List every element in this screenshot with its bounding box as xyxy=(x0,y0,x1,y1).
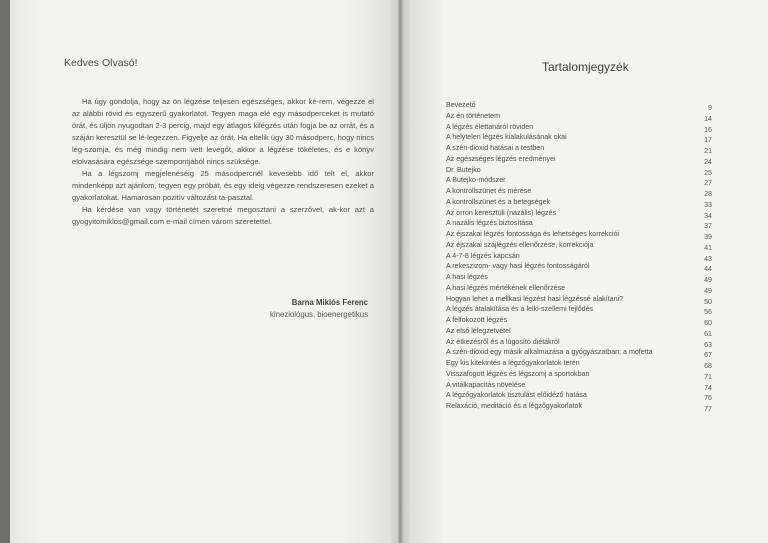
toc-entry-page: 21 xyxy=(704,147,712,155)
toc-entry xyxy=(446,304,712,315)
toc-entry xyxy=(446,369,712,380)
toc-entry-page: 34 xyxy=(704,211,712,220)
toc-entry-page: 56 xyxy=(704,308,712,317)
toc-entry xyxy=(446,251,712,262)
toc-title: Tartalomjegyzék xyxy=(542,60,629,74)
table-of-contents xyxy=(446,100,712,412)
toc-entry-page: 74 xyxy=(704,383,712,392)
toc-entry-page: 76 xyxy=(704,394,712,403)
toc-entry-title: A Butejko-módszer xyxy=(446,176,506,185)
toc-entry xyxy=(446,186,712,197)
toc-entry xyxy=(446,197,712,208)
letter-paragraph: Ha kérdése van vagy történetét szeretné megosztani a szerzővel, ak-kor azt a gyogyitomiklos@gmail.com e-mail címen várom szeretettel. xyxy=(72,205,374,226)
toc-entry-title: A 4-7-8 légzés kapcsán xyxy=(446,251,520,260)
toc-entry-page: 9 xyxy=(708,104,712,112)
toc-entry-page: 41 xyxy=(704,243,712,252)
toc-entry xyxy=(446,358,712,369)
toc-entry-title: A rekeszizom- vagy hasi légzés fontosságáról xyxy=(446,262,590,271)
toc-entry-title: A helytelen légzés kialakulásának okai xyxy=(446,133,567,142)
letter-body xyxy=(72,96,374,228)
toc-entry xyxy=(446,154,712,165)
toc-entry-title: A hasi légzés xyxy=(446,273,488,281)
toc-entry-page: 37 xyxy=(704,222,712,231)
toc-entry xyxy=(446,100,712,111)
author-role: kineziológus, bioenergetikus xyxy=(270,310,368,319)
toc-entry xyxy=(446,175,712,186)
toc-entry-page: 63 xyxy=(704,340,712,349)
toc-entry-page: 14 xyxy=(704,114,712,123)
toc-entry xyxy=(446,326,712,337)
toc-entry-title: A felfokozott légzés xyxy=(446,316,508,324)
toc-entry xyxy=(446,240,712,251)
toc-entry-title: Dr. Butejko xyxy=(446,165,481,174)
toc-entry xyxy=(446,401,712,412)
toc-entry-title: Az éjszakai szájlégzés ellenőrzése, korrekciója xyxy=(446,240,594,249)
toc-entry xyxy=(446,347,712,358)
toc-entry-title: Hogyan lehet a mellkasi légzést hasi légzéssé alakítani? xyxy=(446,294,624,303)
toc-entry-page: 27 xyxy=(704,179,712,188)
toc-entry-title: Az egészséges légzés eredményei xyxy=(446,154,556,163)
toc-entry-page: 16 xyxy=(704,125,712,134)
toc-entry-page: 77 xyxy=(704,405,712,413)
toc-entry-page: 25 xyxy=(704,168,712,177)
toc-entry xyxy=(446,208,712,219)
toc-entry-title: A nazális légzés biztosítása xyxy=(446,219,533,228)
toc-entry xyxy=(446,111,712,122)
toc-entry-page: 39 xyxy=(704,233,712,241)
toc-entry xyxy=(446,337,712,348)
toc-entry-page: 49 xyxy=(704,276,712,284)
toc-entry-title: Visszafogott légzés és légszomj a sportokban xyxy=(446,369,590,378)
toc-entry-title: Az étkezésről és a lúgosító diétákról xyxy=(446,337,560,346)
toc-entry-title: Egy kis kitekintés a légzőgyakorlatok terén xyxy=(446,359,580,367)
toc-entry-title: A légzés élettanáról röviden xyxy=(446,122,534,131)
greeting-heading: Kedves Olvasó! xyxy=(64,57,138,69)
toc-entry-title: A légzőgyakorlatok tisztulást előidéző hatása xyxy=(446,391,587,400)
toc-entry-title: A hasi légzés mértékének ellenőrzése xyxy=(446,283,566,292)
toc-entry xyxy=(446,283,712,294)
toc-entry xyxy=(446,143,712,154)
toc-entry-page: 68 xyxy=(704,362,712,370)
toc-entry-page: 49 xyxy=(704,286,712,295)
toc-entry-page: 24 xyxy=(704,157,712,166)
toc-entry xyxy=(446,261,712,272)
toc-entry-title: A szén-dioxid egy másik alkalmazása a gyógyászatban: a mofetta xyxy=(446,348,653,357)
toc-entry-page: 43 xyxy=(704,254,712,263)
left-page xyxy=(10,0,400,543)
book-gutter xyxy=(398,0,403,543)
toc-entry-title: Az én történetem xyxy=(446,111,501,120)
letter-paragraph: Ha a légszomj megjelenéséig 25 másodpercnél kevesebb idő telt el, akkor mindenképp azt ajánlom, tegyen egy próbát, és egy ideig végezze rendszeresen ezeket a gyakorlatokat. Hamarosan pozitív változást ta-pasztal. xyxy=(72,169,374,202)
toc-entry-title: Bevezető xyxy=(446,101,476,109)
toc-entry-page: 28 xyxy=(704,190,712,198)
author-name: Barna Miklós Ferenc xyxy=(291,298,368,307)
toc-entry xyxy=(446,294,712,305)
toc-entry-title: A kontrollszünet és a betegségek xyxy=(446,197,551,206)
toc-entry xyxy=(446,380,712,391)
toc-entry-page: 17 xyxy=(704,136,712,145)
toc-entry xyxy=(446,315,712,326)
toc-entry xyxy=(446,122,712,133)
toc-entry-title: A vitálkapacitás növelése xyxy=(446,380,526,389)
toc-entry-page: 33 xyxy=(704,200,712,209)
toc-entry xyxy=(446,390,712,401)
toc-entry xyxy=(446,272,712,283)
toc-entry-page: 44 xyxy=(704,265,712,274)
letter-paragraph: Ha úgy gondolja, hogy az ön légzése teljesen egészséges, akkor ké-rem, végezze el az alábbi rövid és egyszerű gyakorlatot. Tegyen maga elé egy másodperceket is mutató órát, és üljön nyugodtan 2-3 percig, majd egy átlagos kilégzés után fogja be az orrát, és a száján keresztül se lé-legezzen. Figyelje az órát. Ha eltelik úgy 30 másodperc, hogy nincs lég-szomja, és még mindig nem vett levegőt, akkor a légzése tökéletes, és e könyv elolvasására egészsége szempontjából nincs szüksége. xyxy=(72,97,374,166)
toc-entry-page: 50 xyxy=(704,297,712,306)
toc-entry-title: Relaxáció, meditáció és a légzőgyakorlatok xyxy=(446,402,583,410)
toc-entry xyxy=(446,229,712,240)
toc-entry-page: 60 xyxy=(704,319,712,327)
toc-entry-title: Az orron keresztüli (nazális) légzés xyxy=(446,208,556,217)
toc-entry-title: Az éjszakai légzés fontossága és lehetséges korrekciói xyxy=(446,230,620,238)
toc-entry xyxy=(446,132,712,143)
toc-entry-page: 67 xyxy=(704,351,712,360)
toc-entry-title: A légzés átalakítása és a lelki-szellemi fejlődés xyxy=(446,305,594,314)
toc-entry-title: A szén-dioxid hatásai a testben xyxy=(446,144,545,152)
signature-block xyxy=(200,297,368,321)
toc-entry-page: 71 xyxy=(704,372,712,381)
toc-entry-title: Az első lélegzetvétel xyxy=(446,326,511,335)
toc-entry-page: 61 xyxy=(704,329,712,338)
toc-entry-title: A kontrollszünet és mérése xyxy=(446,187,532,195)
toc-entry xyxy=(446,165,712,176)
toc-entry xyxy=(446,218,712,229)
